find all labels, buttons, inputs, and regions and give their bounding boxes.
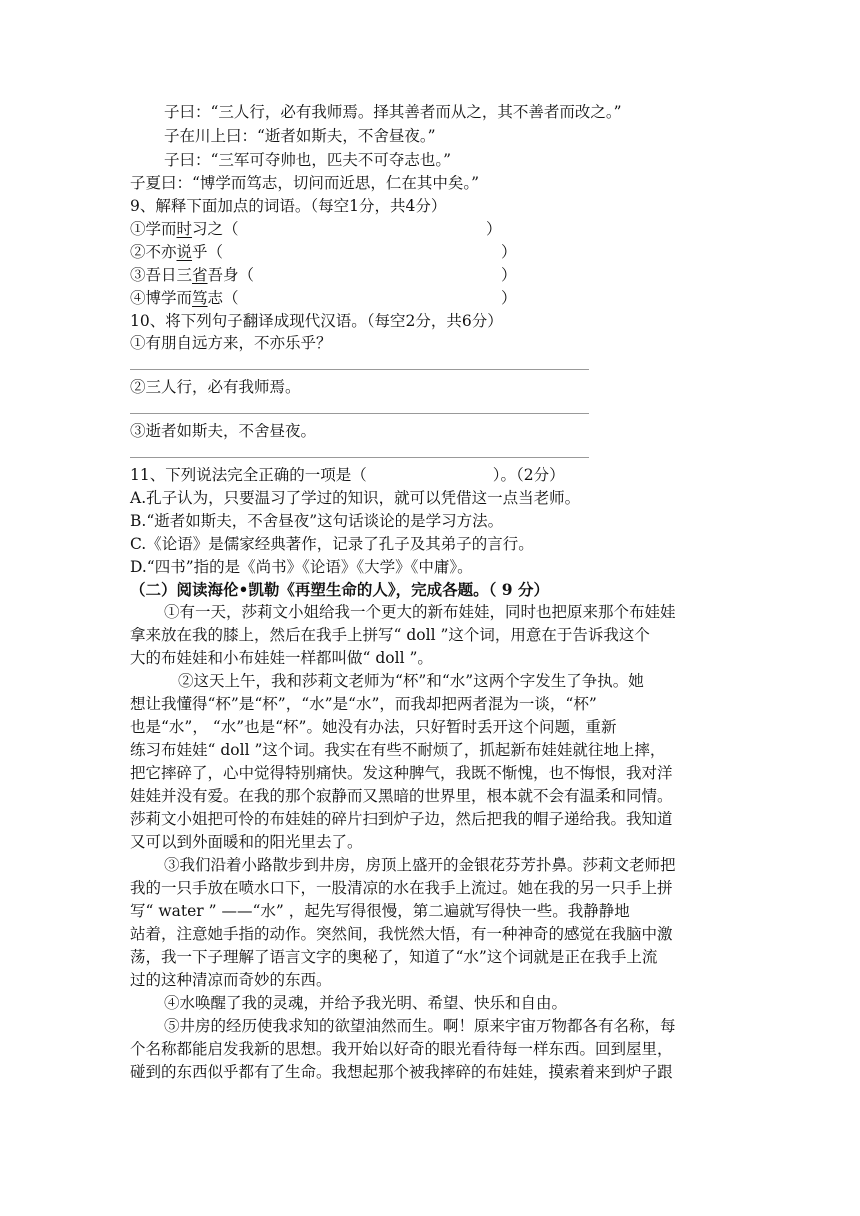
q9-item-text: 吾身（ <box>207 266 255 284</box>
quote-line: 子曰：“三人行，必有我师焉。择其善者而从之，其不善者而改之。” <box>164 103 622 121</box>
q9-answer-close: ） <box>486 220 502 238</box>
q11-title-text: ）。（2分） <box>492 466 565 484</box>
q10-item: ②三人行，必有我师焉。 <box>130 378 301 396</box>
q11-option: A.孔子认为，只要温习了学过的知识，就可以凭借这一点当老师。 <box>130 489 581 507</box>
passage-line: 想让我懂得“杯”是“杯”，“水”是“水”，而我却把两者混为一谈，“杯” <box>130 695 597 713</box>
passage-line: 碰到的东西似乎都有了生命。我想起那个被我摔碎的布娃娃，摸索着来到炉子跟 <box>130 1063 673 1081</box>
passage-line: 莎莉文小姐把可怜的布娃娃的碎片扫到炉子边，然后把我的帽子递给我。我知道 <box>130 810 673 828</box>
q10-item: ③逝者如斯夫，不舍昼夜。 <box>130 422 317 440</box>
passage-line: 拿来放在我的膝上，然后在我手上拼写“ doll ”这个词，用意在于告诉我这个 <box>130 626 650 644</box>
q9-answer-close: ） <box>501 266 517 284</box>
dotted-word: 省 <box>192 266 208 284</box>
q9-item-text: 乎（ <box>192 243 224 261</box>
passage-line: ④水唤醒了我的灵魂，并给予我光明、希望、快乐和自由。 <box>164 994 568 1012</box>
q9-item-text: 习之（ <box>192 220 239 238</box>
dotted-word: 时 <box>176 220 193 238</box>
q9-answer-close: ） <box>501 243 517 261</box>
q9-item-text: 志（ <box>207 289 239 307</box>
passage-line: 也是“水”， “水”也是“杯”。她没有办法，只好暂时丢开这个问题，重新 <box>130 718 617 736</box>
q9-item-text: ④博学而 <box>130 289 193 307</box>
passage-line: ③我们沿着小路散步到井房，房顶上盛开的金银花芬芳扑鼻。莎莉文老师把 <box>164 856 676 874</box>
q9-item-text: ①学而 <box>130 220 177 238</box>
quote-line: 子夏曰：“博学而笃志，切问而近思，仁在其中矣。” <box>130 174 480 192</box>
q9-item <box>130 241 223 263</box>
answer-line <box>130 457 589 458</box>
passage-line: 站着，注意她手指的动作。突然间，我恍然大悟，有一种神奇的感觉在我脑中激 <box>130 925 673 943</box>
q9-item <box>130 218 239 240</box>
q11-option: C.《论语》是儒家经典著作，记录了孔子及其弟子的言行。 <box>130 535 534 553</box>
passage-line: 把它摔碎了，心中觉得特别痛快。发这种脾气，我既不惭愧，也不悔恨，我对洋 <box>130 764 673 782</box>
passage-line: 练习布娃娃“ doll ”这个词。我实在有些不耐烦了，抓起新布娃娃就往地上摔， <box>130 741 666 759</box>
passage-line: ②这天上午，我和莎莉文老师为“杯”和“水”这两个字发生了争执。她 <box>178 672 644 690</box>
q9-item-text: ③吾日三 <box>130 266 193 284</box>
q9-item <box>130 287 239 309</box>
question-11-title <box>130 464 565 486</box>
question-10-title: 10、将下列句子翻译成现代汉语。（每空2分，共6分） <box>130 312 503 330</box>
q10-item: ①有朋自远方来，不亦乐乎？ <box>130 334 332 352</box>
question-9-title: 9、解释下面加点的词语。（每空1分，共4分） <box>130 197 447 215</box>
dotted-word: 说 <box>176 243 193 261</box>
q9-item <box>130 264 254 286</box>
passage-line: 写“ water ” ——“水” ，起先写得很慢，第二遍就写得快一些。我静静地 <box>130 902 630 920</box>
passage-line: 个名称都能启发我新的思想。我开始以好奇的眼光看待每一样东西。回到屋里， <box>130 1040 673 1058</box>
q11-option: B.“逝者如斯夫，不舍昼夜”这句话谈论的是学习方法。 <box>130 512 504 530</box>
passage-line: ①有一天，莎莉文小姐给我一个更大的新布娃娃，同时也把原来那个布娃娃 <box>164 603 676 621</box>
passage-line: 娃娃并没有爱。在我的那个寂静而又黑暗的世界里，根本就不会有温柔和同情。 <box>130 787 673 805</box>
q11-title-text: 11、下列说法完全正确的一项是（ <box>130 466 367 484</box>
passage-line: 大的布娃娃和小布娃娃一样都叫做“ doll ”。 <box>130 649 433 667</box>
passage-line: 荡，我一下子理解了语言文字的奥秘了，知道了“水”这个词就是正在我手上流 <box>130 948 658 966</box>
dotted-word: 笃 <box>192 289 208 307</box>
section-heading: （二）阅读海伦•凯勒《再塑生命的人》，完成各题。（ 9 分） <box>130 580 549 599</box>
passage-line: 我的一只手放在喷水口下，一股清凉的水在我手上流过。她在我的另一只手上拼 <box>130 879 673 897</box>
q9-answer-close: ） <box>501 289 517 307</box>
answer-line <box>130 413 589 414</box>
q11-option: D.“四书”指的是《尚书》《论语》《大学》《中庸》。 <box>130 558 473 576</box>
quote-line: 子在川上曰：“逝者如斯夫，不舍昼夜。” <box>164 127 436 145</box>
answer-line <box>130 369 589 370</box>
q9-item-text: ②不亦 <box>130 243 177 261</box>
quote-line: 子曰：“三军可夺帅也，匹夫不可夺志也。” <box>164 151 452 169</box>
passage-line: 又可以到外面暖和的阳光里去了。 <box>130 833 363 851</box>
passage-line: ⑤井房的经历使我求知的欲望油然而生。啊！原来宇宙万物都各有名称，每 <box>164 1017 676 1035</box>
passage-line: 过的这种清凉而奇妙的东西。 <box>130 971 332 989</box>
